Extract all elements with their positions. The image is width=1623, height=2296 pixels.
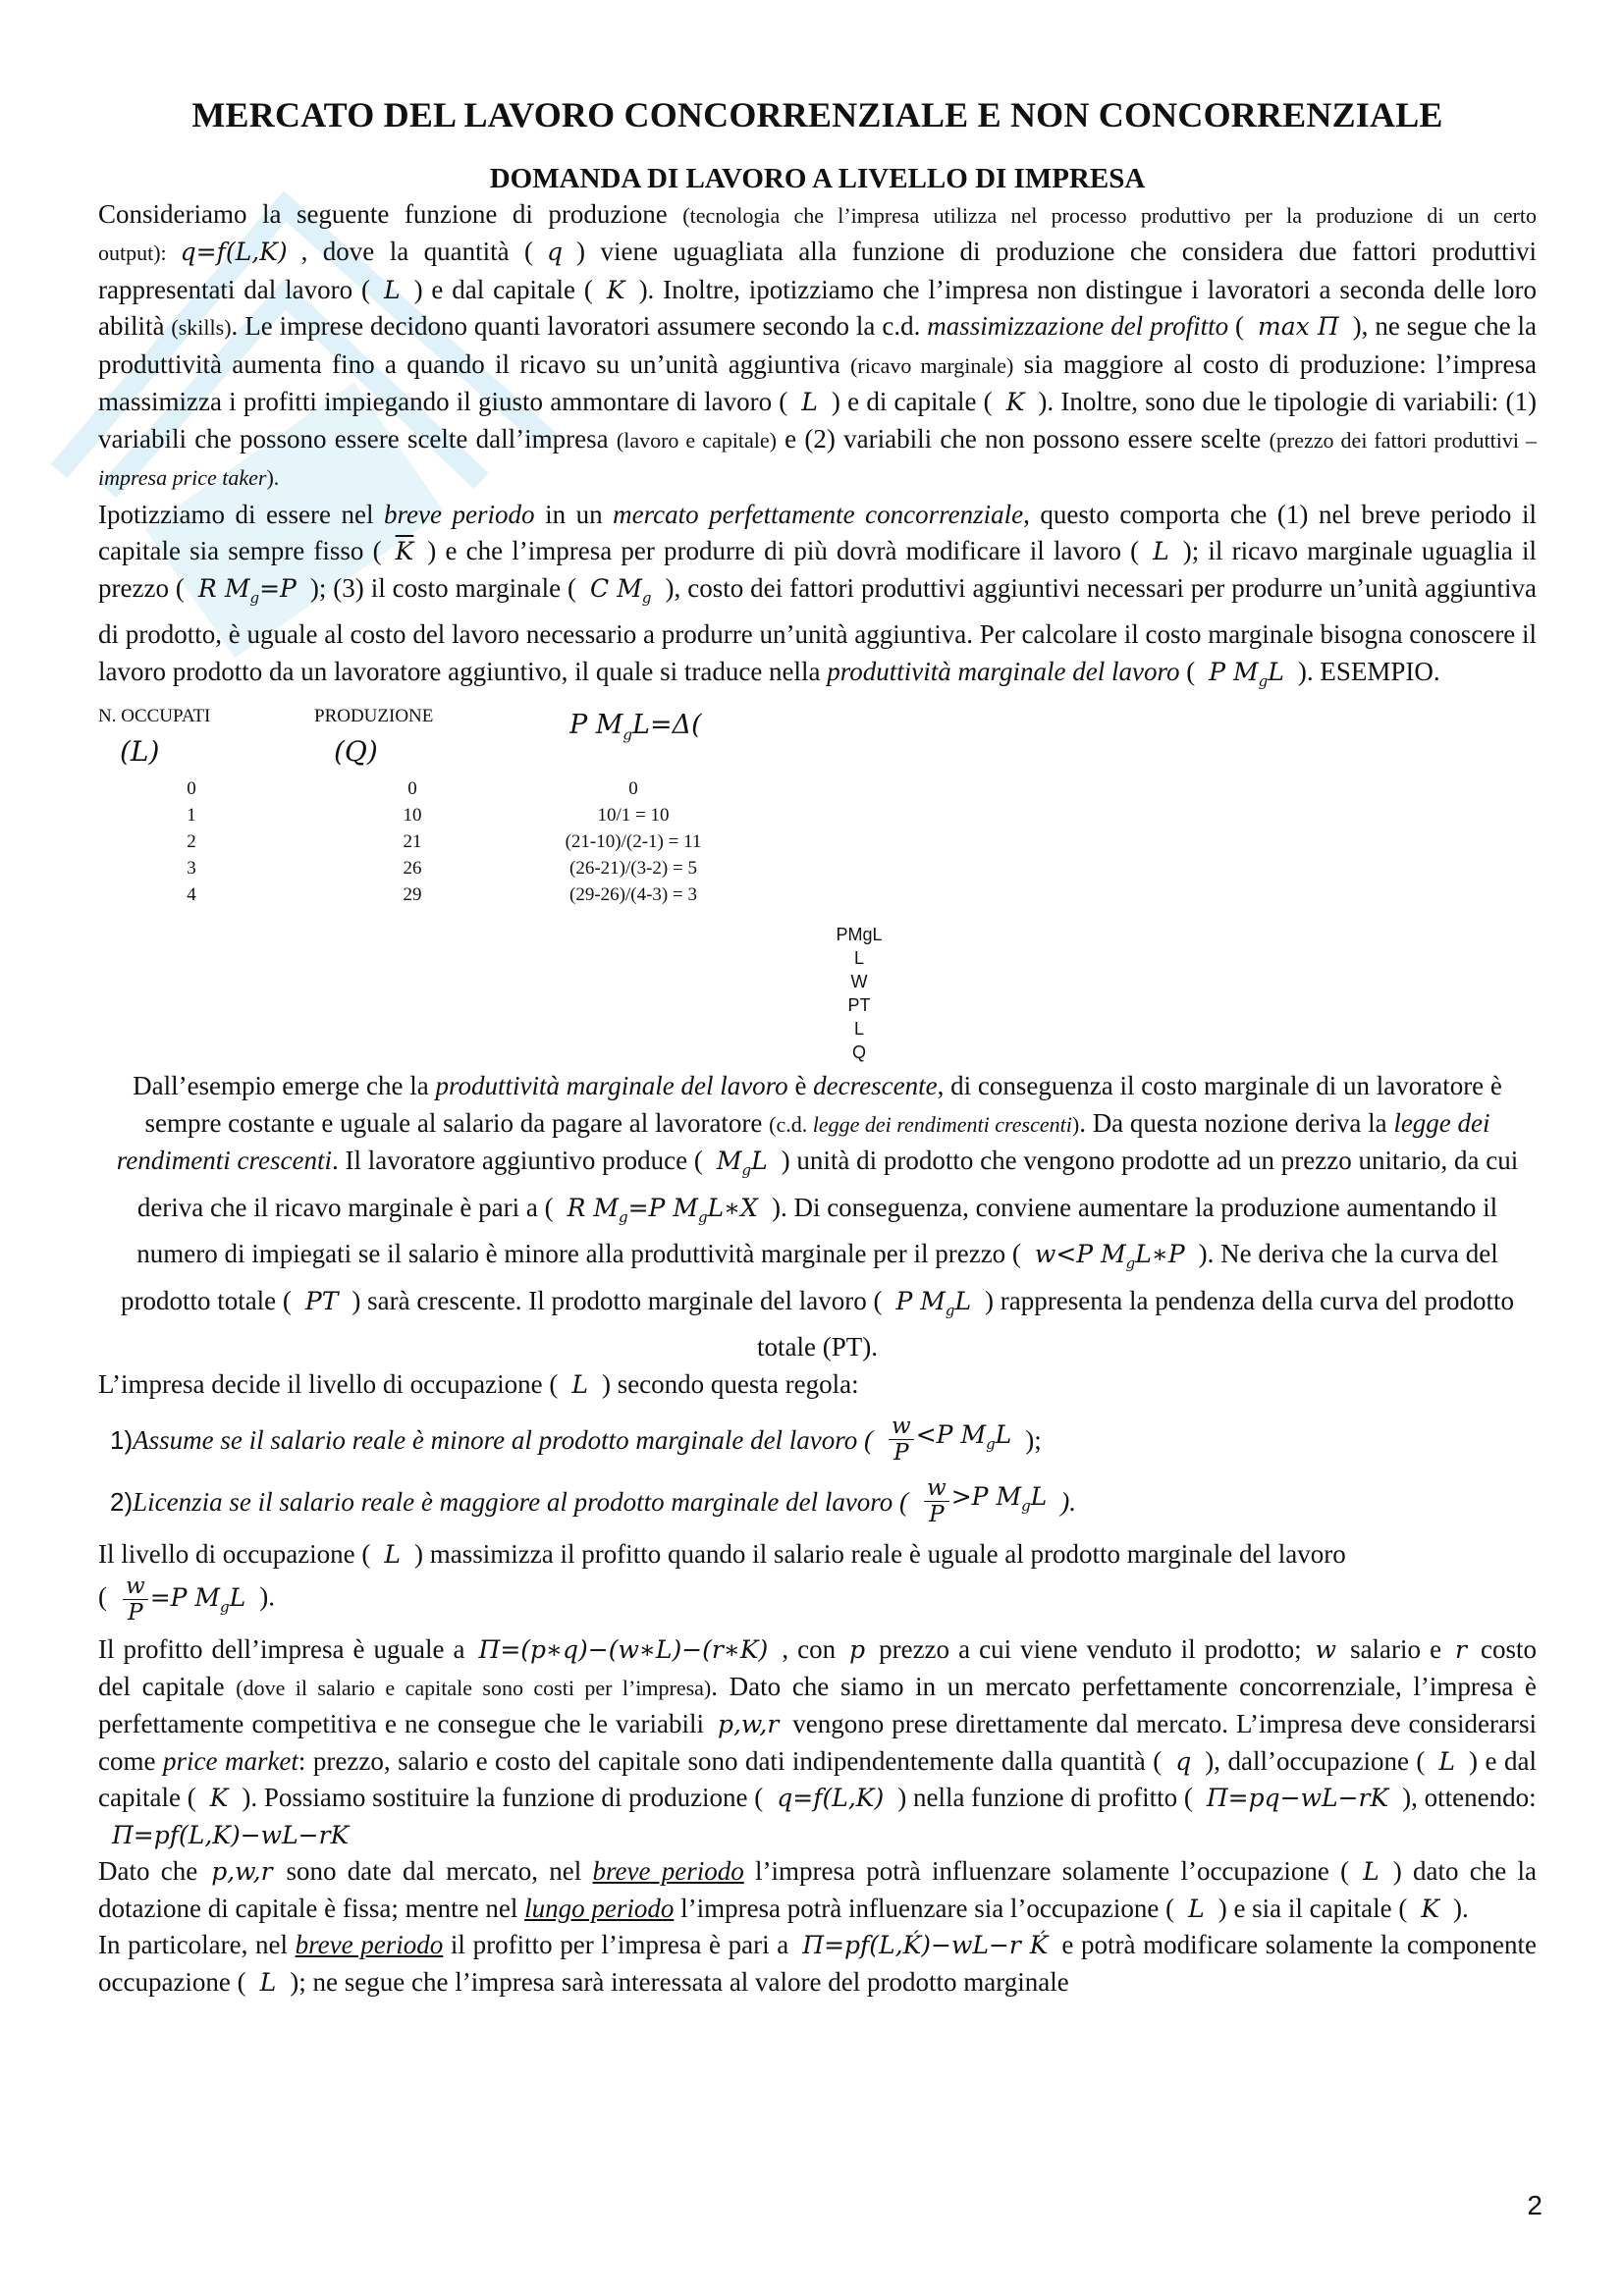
page-number: 2 xyxy=(1527,2190,1542,2220)
diagram-label-pmgl: PMgL xyxy=(836,925,883,945)
paragraph-production-function: Consideriamo la seguente funzione di produzione (tecnologia che l’impresa utilizza nel processo produttivo per la produzione di un certo output): q=f(L,K) , dove la quantità ( q ) viene uguagliata alla funzione di produzione che considera due fattori produttivi rappresentati dal lavoro ( L ) e dal capitale ( K ). Inoltre, ipotizziamo che l’impresa non distingue i lavoratori a seconda delle loro abilità (skills). Le imprese decidono quanti lavoratori assumere secondo la c.d. massimizzazione del profitto ( max Π ), ne segue che la produttività aumenta fino a quando il ricavo su un’unità aggiuntiva (ricavo marginale) sia maggiore al costo di produzione: l’impresa massimizza i profitti impiegando il giusto ammontare di lavoro ( L ) e di capitale ( K ). Inoltre, sono due le tipologie di variabili: (1) variabili che possono essere scelte dall’impresa (lavoro e capitale) e (2) variabili che non possono essere scelte (prezzo dei fattori produttivi – impresa price taker). xyxy=(98,198,1538,491)
paragraph-marginal-productivity: Dall’esempio emerge che la produttività marginale del lavoro è decrescente, di conseguenza il costo marginale di un lavoratore è sempre costante e uguale al salario da pagare al lavoratore (c.d. legge dei rendimenti crescenti). Da questa nozione deriva la legge dei rendimenti crescenti. Il lavoratore aggiuntivo produce ( $M_gL$ ) unità di prodotto che vengono prodotte ad un prezzo unitario, da cui deriva che il ricavo marginale è pari a ( R $M_g=P$ $M_gL∗X$ ). Di conseguenza, conviene aumentare la produzione aumentando il numero di impiegati se il salario è minore alla produttività marginale per il prezzo ( w<P $M_gL∗P$ ). Ne deriva che la curva del prodotto totale ( PT ) sarà crescente. Il prodotto marginale del lavoro ( P $M_gL$ ) rappresenta la pendenza della curva del prodotto totale (PT). xyxy=(116,1071,1519,1362)
table-row: 1 10 10/1 = 10 xyxy=(187,805,670,827)
table-row: 3 26 (26-21)/(3-2) = 5 xyxy=(187,858,697,880)
paragraph-profit-function: Il profitto dell’impresa è uguale a Π=(p∗q)−(w∗L)−(r∗K) , con p prezzo a cui viene venduto il prodotto; w salario e r costo del capitale (dove il salario e capitale sono costi per l’impresa). Dato che siamo in un mercato perfettamente concorrenziale, l’impresa è perfettamente competitiva e ne consegue che le variabili p,w,r vengono prese direttamente dal mercato. L’impresa deve considerarsi come price market: prezzo, salario e costo del capitale sono dati indipendentemente dalla quantità ( q ), dall’occupazione ( L ) e dal capitale ( K ). Possiamo sostituire la funzione di produzione ( q=f(L,K) ) nella funzione di profitto ( Π=pq−wL−rK ), ottenendo: Π=pf(L,K)−wL−rK xyxy=(98,1634,1537,1849)
diagram-label-w: W xyxy=(850,972,868,992)
paragraph-short-long-run: Dato che p,w,r sono date dal mercato, nel breve periodo l’impresa potrà influenzare solamente l’occupazione ( L ) dato che la dotazione di capitale è fissa; mentre nel lungo periodo l’impresa potrà influenzare sia l’occupazione ( L ) e sia il capitale ( K ). xyxy=(98,1856,1537,1923)
fraction-w-p: $\frac{w}{P}$ xyxy=(889,1414,914,1466)
section-title: DOMANDA DI LAVORO A LIVELLO DI IMPRESA xyxy=(489,163,1146,195)
diagram-label-q: Q xyxy=(851,1042,866,1063)
fraction-w-p: $\frac{w}{P}$ xyxy=(924,1475,949,1527)
column-header-occupati: N. OCCUPATI xyxy=(98,706,211,727)
document-page xyxy=(98,94,1537,2001)
paragraph-short-run-profit: In particolare, nel breve periodo il profitto per l’impresa è pari a Π=pf(L,Ḱ)−wL−r Ḱ e potrà modificare solamente la componente occupazione ( L ); ne segue che l’impresa sarà interessata al valore del prodotto marginale xyxy=(98,1930,1537,1997)
diagram-label-l: L xyxy=(853,948,864,969)
table-row: 4 29 (29-26)/(4-3) = 3 xyxy=(187,884,697,906)
paragraph-occupation-rule: L’impresa decide il livello di occupazione ( L ) secondo questa regola: xyxy=(98,1368,859,1399)
fraction-w-p: $\frac{w}{P}$ xyxy=(123,1574,148,1626)
rule-hire: 1) Assume se il salario reale è minore al prodotto marginale del lavoro ( $\frac{w}{P}$ <P $M_gL$ ); xyxy=(110,1414,1042,1467)
paragraph-short-run: Ipotizziamo di essere nel breve periodo in un mercato perfettamente concorrenziale, questo comporta che (1) nel breve periodo il capitale sia sempre fisso ( $\overline{K}$ ) e che l’impresa per produrre di più dovrà modificare il lavoro ( L ); il ricavo marginale uguaglia il prezzo ( R $M_g=P$ ); (3) il costo marginale ( C $M_g$ ), costo dei fattori produttivi aggiuntivi necessari per produrre un’unità aggiuntiva di prodotto, è uguale al costo del lavoro necessario a produrre un’unità aggiuntiva. Per calcolare il costo marginale bisogna conoscere il lavoro prodotto da un lavoratore aggiuntivo, il quale si traduce nella produttività marginale del lavoro ( P $M_gL$ ). ESEMPIO. xyxy=(98,499,1537,690)
column-header-produzione: PRODUZIONE xyxy=(314,706,434,727)
column-symbol-l: (L) xyxy=(120,735,160,769)
diagram-label-l2: L xyxy=(853,1019,864,1040)
diagram-labels xyxy=(98,916,1537,1068)
table-row: 0 0 0 xyxy=(187,778,638,800)
table-row: 2 21 (21-10)/(2-1) = 11 xyxy=(187,831,702,853)
hiring-rules xyxy=(98,1409,1537,1532)
document-title: MERCATO DEL LAVORO CONCORRENZIALE E NON CONCORRENZIALE xyxy=(191,95,1443,134)
example-table xyxy=(98,702,1537,912)
pmgl-formula: P $M_gL=\Delta$( xyxy=(569,710,702,744)
diagram-label-pt: PT xyxy=(847,995,871,1016)
column-symbol-q: (Q) xyxy=(334,735,378,769)
rule-fire: 2) Licenzia se il salario reale è maggiore al prodotto marginale del lavoro ( $\frac{w}{P}$ >P $M_gL$ ). xyxy=(110,1475,1077,1528)
paragraph-profit-maximum: Il livello di occupazione ( L ) massimizza il profitto quando il salario reale è uguale al prodotto marginale del lavoro ( $\frac{w}{P}$ =P $M_gL$ ). xyxy=(98,1539,1346,1626)
